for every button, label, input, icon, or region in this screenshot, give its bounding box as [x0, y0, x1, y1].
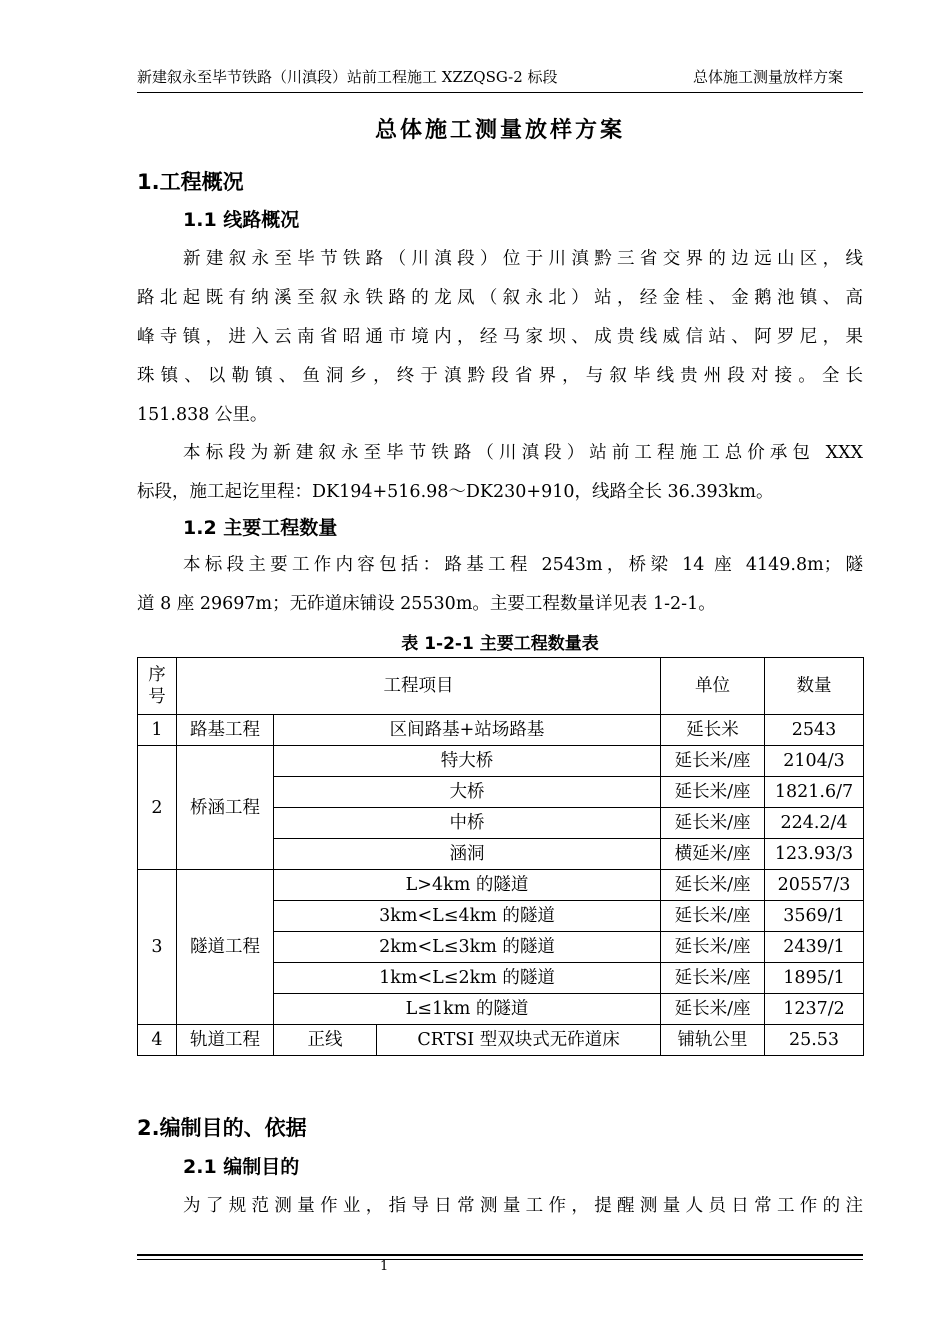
footer-rule [137, 1259, 863, 1260]
paragraph-line: 道 8 座 29697m；无砟道床铺设 25530m。主要工程数量详见表 1-2-1。 [137, 594, 716, 614]
paragraph-line: 路北起既有纳溪至叙永铁路的龙凤（叙永北）站，经金桂、金鹅池镇、高 [137, 288, 863, 308]
cell-item: 3km<L≤4km 的隧道 [274, 901, 661, 932]
header-unit: 单位 [661, 658, 765, 715]
paragraph-line: 新建叙永至毕节铁路（川滇段）位于川滇黔三省交界的边远山区，线 [183, 249, 863, 269]
table-row [138, 746, 864, 777]
cell-unit: 延长米/座 [661, 777, 765, 808]
section-2-1-heading: 2.1 编制目的 [183, 1156, 300, 1178]
header-no: 序号 [138, 658, 177, 715]
table-row [138, 715, 864, 746]
cell-unit: 延长米/座 [661, 963, 765, 994]
cell-item: 2km<L≤3km 的隧道 [274, 932, 661, 963]
cell-qty: 1821.6/7 [765, 777, 864, 808]
paragraph-line: 151.838 公里。 [137, 405, 268, 425]
page-header [137, 64, 863, 90]
cell-subcategory: 正线 [274, 1025, 377, 1056]
cell-qty: 3569/1 [765, 901, 864, 932]
cell-unit: 延长米/座 [661, 901, 765, 932]
paragraph-line: 标段，施工起讫里程：DK194+516.98～DK230+910，线路全长 36.393km。 [137, 482, 774, 502]
cell-item: L≤1km 的隧道 [274, 994, 661, 1025]
cell-unit: 横延米/座 [661, 839, 765, 870]
cell-category: 轨道工程 [177, 1025, 274, 1056]
document-title: 总体施工测量放样方案 [374, 118, 625, 143]
table-row [138, 870, 864, 901]
cell-qty: 123.93/3 [765, 839, 864, 870]
cell-item: 大桥 [274, 777, 661, 808]
header-qty: 数量 [765, 658, 864, 715]
quantities-table [137, 657, 864, 1056]
cell-item: CRTSI 型双块式无砟道床 [377, 1025, 661, 1056]
cell-item: 中桥 [274, 808, 661, 839]
header-document-title: 总体施工测量放样方案 [692, 68, 843, 86]
footer-rule [137, 1254, 863, 1256]
cell-no: 1 [138, 715, 177, 746]
cell-no: 4 [138, 1025, 177, 1056]
cell-unit: 延长米/座 [661, 870, 765, 901]
cell-item: 区间路基+站场路基 [274, 715, 661, 746]
cell-qty: 20557/3 [765, 870, 864, 901]
cell-qty: 2439/1 [765, 932, 864, 963]
section-1-heading: 1.工程概况 [137, 170, 244, 194]
cell-unit: 铺轨公里 [661, 1025, 765, 1056]
section-scope-paragraph [137, 434, 863, 512]
quantities-paragraph [137, 546, 863, 624]
cell-unit: 延长米/座 [661, 746, 765, 777]
cell-item: 1km<L≤2km 的隧道 [274, 963, 661, 994]
cell-category: 隧道工程 [177, 870, 274, 1025]
cell-category: 桥涵工程 [177, 746, 274, 870]
cell-unit: 延长米/座 [661, 994, 765, 1025]
paragraph-line: 为了规范测量作业，指导日常测量工作，提醒测量人员日常工作的注 [183, 1196, 863, 1216]
section-1-2-heading: 1.2 主要工程数量 [183, 517, 338, 539]
cell-no: 3 [138, 870, 177, 1025]
cell-unit: 延长米 [661, 715, 765, 746]
cell-qty: 1237/2 [765, 994, 864, 1025]
cell-item: 涵洞 [274, 839, 661, 870]
purpose-paragraph [137, 1187, 863, 1226]
cell-qty: 1895/1 [765, 963, 864, 994]
table-caption: 表 1-2-1 主要工程数量表 [401, 634, 599, 654]
cell-item: 特大桥 [274, 746, 661, 777]
header-rule [137, 92, 863, 93]
table-row [138, 1025, 864, 1056]
page-number: 1 [380, 1259, 389, 1274]
table-header-row [138, 658, 864, 715]
route-overview-paragraph [137, 240, 863, 435]
cell-qty: 2543 [765, 715, 864, 746]
paragraph-line: 峰寺镇，进入云南省昭通市境内，经马家坝、成贵线威信站、阿罗尼，果 [137, 327, 863, 347]
cell-qty: 2104/3 [765, 746, 864, 777]
header-item: 工程项目 [177, 658, 661, 715]
cell-qty: 25.53 [765, 1025, 864, 1056]
cell-qty: 224.2/4 [765, 808, 864, 839]
cell-no: 2 [138, 746, 177, 870]
cell-category: 路基工程 [177, 715, 274, 746]
section-1-1-heading: 1.1 线路概况 [183, 209, 300, 231]
cell-unit: 延长米/座 [661, 932, 765, 963]
section-2-heading: 2.编制目的、依据 [137, 1116, 307, 1140]
paragraph-line: 本标段主要工作内容包括：路基工程 2543m，桥梁 14 座 4149.8m；隧 [183, 555, 863, 575]
paragraph-line: 本标段为新建叙永至毕节铁路（川滇段）站前工程施工总价承包 XXX [183, 443, 863, 463]
paragraph-line: 珠镇、以勒镇、鱼洞乡，终于滇黔段省界，与叙毕线贵州段对接。全长 [137, 366, 863, 386]
cell-unit: 延长米/座 [661, 808, 765, 839]
header-project-title: 新建叙永至毕节铁路（川滇段）站前工程施工 XZZQSG-2 标段 [137, 68, 558, 86]
cell-item: L>4km 的隧道 [274, 870, 661, 901]
